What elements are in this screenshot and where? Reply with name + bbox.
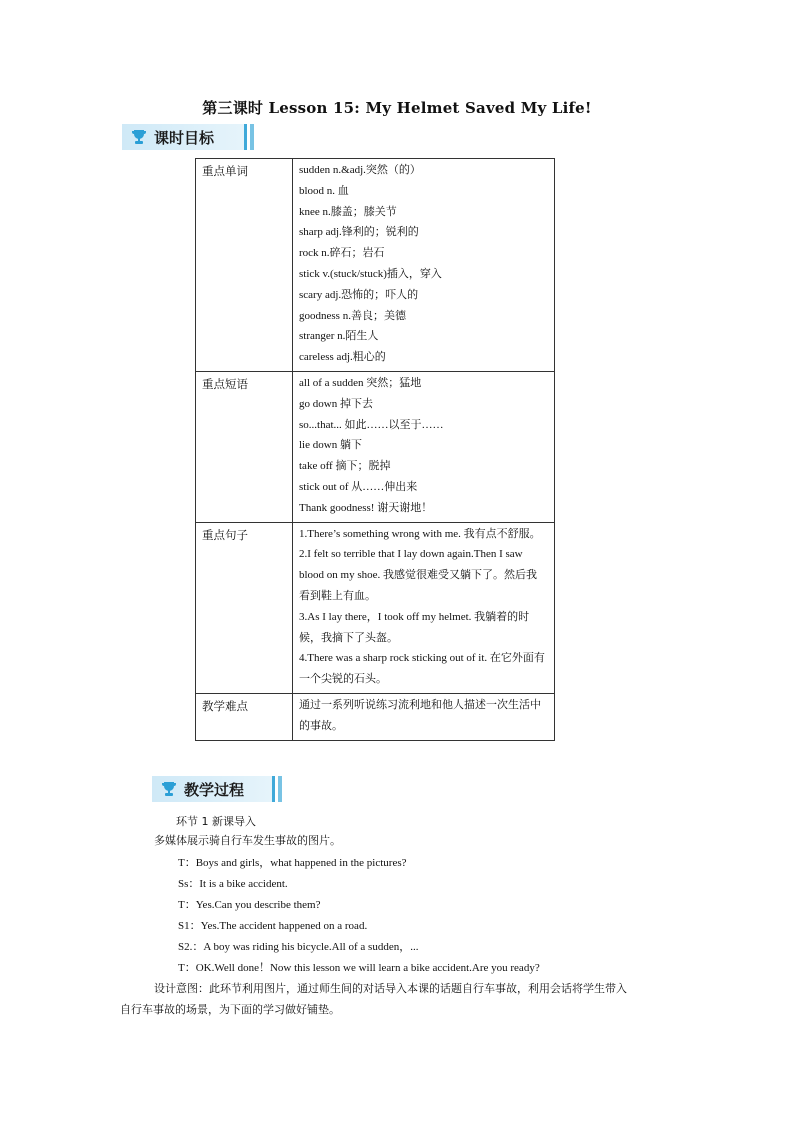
intro-text: 多媒体展示骑自行车发生事故的图片。 [154, 834, 341, 847]
step-heading: 环节 1 新课导入 [176, 815, 256, 828]
list-item: 4.There was a sharp rock sticking out of it. 在它外面有一个尖锐的石头。 [299, 652, 545, 686]
dialogue-line: Ss：It is a bike accident. [178, 878, 288, 890]
objectives-table [195, 158, 555, 741]
process-label: 教学过程 [184, 780, 245, 799]
difficulty-head: 教学难点 [196, 693, 293, 740]
phrase-list [293, 371, 555, 522]
list-item: sharp adj.锋利的；锐利的 [299, 226, 419, 239]
list-item: Thank goodness! 谢天谢地！ [299, 501, 433, 514]
phrase-head: 重点短语 [196, 371, 293, 522]
list-item: rock n.碎石；岩石 [299, 247, 385, 260]
list-item: 3.As I lay there，I took off my helmet. 我躺着的时候，我摘下了头盔。 [299, 610, 530, 644]
list-item: scary adj.恐怖的；吓人的 [299, 288, 419, 301]
dialogue-line: T：OK.Well done！Now this lesson we will learn a bike accident.Are you ready? [178, 962, 540, 974]
table-row [196, 693, 555, 740]
dialogue-line: S1：Yes.The accident happened on a road. [178, 920, 368, 932]
list-item: 1.There’s something wrong with me. 我有点不舒服。 [299, 527, 541, 540]
dialogue-line: T：Boys and girls，what happened in the pictures? [178, 857, 407, 869]
list-item: sudden n.&adj.突然（的） [299, 164, 421, 176]
difficulty-text [293, 693, 555, 740]
list-item: stick v.(stuck/stuck)插入，穿入 [299, 267, 442, 280]
list-item: goodness n.善良；美德 [299, 309, 406, 322]
difficulty-value: 通过一系列听说练习流利地和他人描述一次生活中的事故。 [299, 698, 541, 732]
design-note-cont: 自行车事故的场景，为下面的学习做好铺垫。 [120, 1003, 340, 1016]
process-banner [152, 776, 275, 802]
dialogue-line: T：Yes.Can you describe them? [178, 899, 321, 911]
objectives-banner [122, 124, 247, 150]
trophy-icon [128, 126, 150, 148]
list-item: take off 摘下；脱掉 [299, 460, 391, 473]
table-row [196, 371, 555, 522]
page-title: 第三课时 Lesson 15: My Helmet Saved My Life! [202, 99, 592, 117]
table-row [196, 522, 555, 693]
list-item: go down 掉下去 [299, 397, 373, 410]
sentence-list [293, 522, 555, 693]
list-item: knee n.膝盖；膝关节 [299, 205, 397, 218]
table-row [196, 159, 555, 372]
trophy-icon [158, 778, 180, 800]
list-item: careless adj.粗心的 [299, 351, 386, 364]
vocab-head: 重点单词 [196, 159, 293, 372]
vocab-list [293, 159, 555, 372]
list-item: blood n. 血 [299, 184, 349, 197]
list-item: 2.I felt so terrible that I lay down again.Then I saw blood on my shoe. 我感觉很难受又躺下了。然后我看到鞋上有血。 [299, 548, 538, 602]
dialogue-line: S2.：A boy was riding his bicycle.All of a sudden，... [178, 941, 419, 953]
list-item: all of a sudden 突然；猛地 [299, 376, 422, 389]
list-item: stranger n.陌生人 [299, 330, 379, 343]
sentence-head: 重点句子 [196, 522, 293, 693]
design-note: 设计意图：此环节利用图片，通过师生间的对话导入本课的话题自行车事故，利用会话将学生带入 [154, 982, 627, 995]
list-item: stick out of 从……伸出来 [299, 480, 418, 493]
list-item: so...that... 如此……以至于…… [299, 418, 444, 431]
list-item: lie down 躺下 [299, 439, 362, 452]
objectives-label: 课时目标 [154, 128, 215, 147]
